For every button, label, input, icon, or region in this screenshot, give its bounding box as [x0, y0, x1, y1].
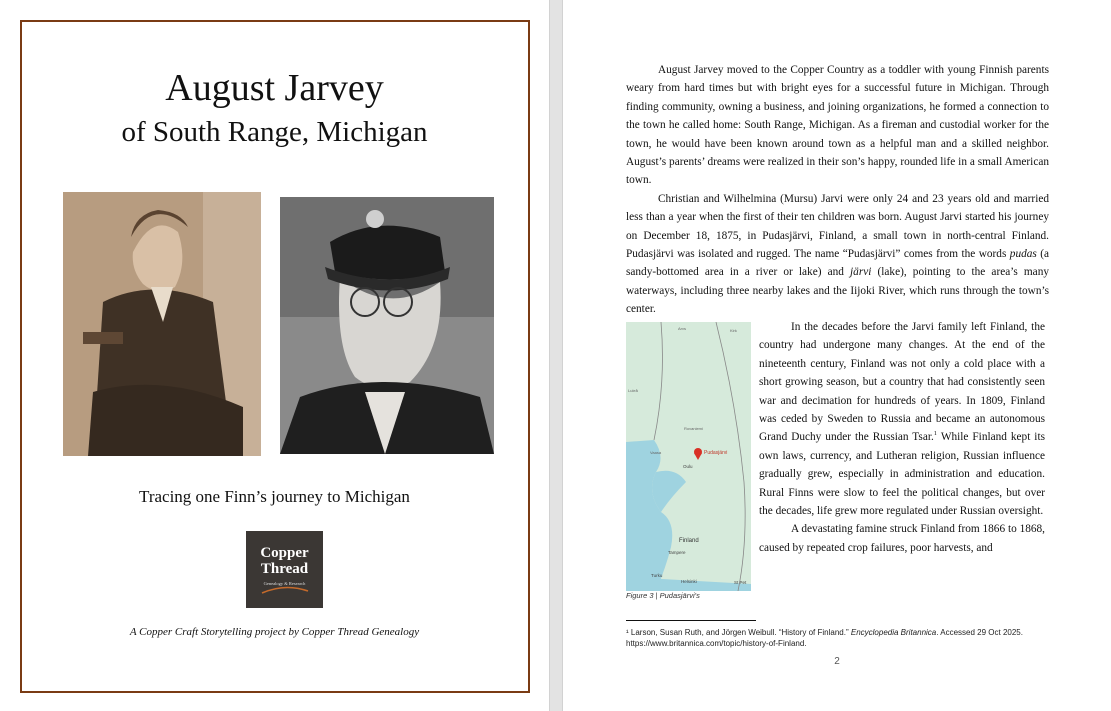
- copper-thread-logo: [246, 531, 323, 608]
- young-august-photo: [63, 192, 261, 456]
- page-gutter: [549, 0, 563, 711]
- map-label-vaasa: Vaasa: [650, 450, 662, 455]
- paragraph-2: Christian and Wilhelmina (Mursu) Jarvi were only 24 and 23 years old and married less than a year when the first of their ten children was born. August Jarvi started his journey on December 18, 1875, in Pudasjärvi, Finland, a small town in north-central Finland. Pudasjärvi was isolated and rugged. The name “Pudasjärvi” comes from the words pudas (a sandy-bottomed area in a river or lake) and järvi (lake), pointing to the area’s many waterways, including three nearby lakes and the Iijoki River, which runs through the town’s center.: [626, 192, 1049, 316]
- paragraph-3: In the decades before the Jarvi family left Finland, the country had undergone many changes. At the end of the nineteenth century, Finland was not only a cold place with a short growing season, but a country that had consistently seen war and decimation for hundreds of years. In 1809, Finland was ceded by Sweden to Russia and became an autonomous Grand Duchy under the Russian Tsar.$^1$ While Finland kept its own laws, currency, and Lutheran religion, Russian influence gradually grew, especially in administration and education. Rural Finns were slow to feel the political changes, but over the decades, life grew more regulated under Russian oversight.: [759, 321, 1045, 518]
- word-jarvi: järvi: [850, 266, 872, 279]
- cover-page: [0, 0, 549, 711]
- main-text-side: [759, 318, 1045, 557]
- map-label-finland: Finland: [679, 538, 699, 544]
- finland-map: [626, 322, 751, 591]
- footnote: ¹ Larson, Susan Ruth, and Jörgen Weibull. “History of Finland.” Encyclopedia Britannica. Accessed 29 Oct 2025. https://www.britannica.com/topic/history-of-Finland.: [626, 628, 1023, 648]
- map-label-st-pet: St Pet: [734, 580, 747, 585]
- page-number: 2: [834, 656, 840, 667]
- map-label-oulu: Oulu: [683, 464, 693, 469]
- cover-credit: A Copper Craft Storytelling project by Copper Thread Genealogy: [129, 626, 420, 638]
- footnote-rule: [626, 620, 756, 621]
- paragraph-1: August Jarvey moved to the Copper Country as a toddler with young Finnish parents weary from hard times but with bright eyes for a successful future in Michigan. Through finding community, owning a business, and joining organizations, he formed a connection to the town he called home: South Range, Michigan. As a fireman and custodial worker for the town, he would have been known around town as a helpful man and a skilled neighbor. August’s parents’ dreams were realized in their son’s happy, rounded life in a small American town.: [626, 64, 1049, 187]
- logo-swoosh-icon: [260, 585, 310, 595]
- map-label-rovaniemi: Rovaniemi: [684, 426, 703, 431]
- map-label-top-right: Kirk: [730, 328, 737, 333]
- content-page: [563, 0, 1111, 711]
- logo-line-3: Genealogy & Research: [263, 581, 306, 586]
- map-label-pudasjarvi: Pudasjärvi: [704, 450, 728, 456]
- older-august-photo: [280, 197, 494, 454]
- footnote-marker[interactable]: 1: [933, 430, 938, 438]
- main-text-top: [626, 61, 1049, 319]
- cover-subtitle: of South Range, Michigan: [121, 116, 428, 148]
- map-caption: Figure 3 | Pudasjärvi's: [626, 591, 700, 600]
- map-label-tampere: Tampere: [668, 550, 686, 555]
- map-label-turku: Turku: [651, 573, 663, 578]
- cover-tagline: Tracing one Finn’s journey to Michigan: [139, 487, 410, 506]
- map-label-lulea: Luleå: [628, 388, 638, 393]
- word-pudas: pudas: [1009, 248, 1037, 261]
- map-label-top: Arvs: [678, 326, 686, 331]
- paragraph-4: A devastating famine struck Finland from 1866 to 1868, caused by repeated crop failures, poor harvests, and: [759, 523, 1045, 554]
- map-label-helsinki: Helsinki: [681, 579, 697, 584]
- cover-title: August Jarvey: [165, 67, 384, 109]
- logo-line-2: Thread: [260, 561, 309, 577]
- logo-line-1: Copper: [260, 545, 309, 561]
